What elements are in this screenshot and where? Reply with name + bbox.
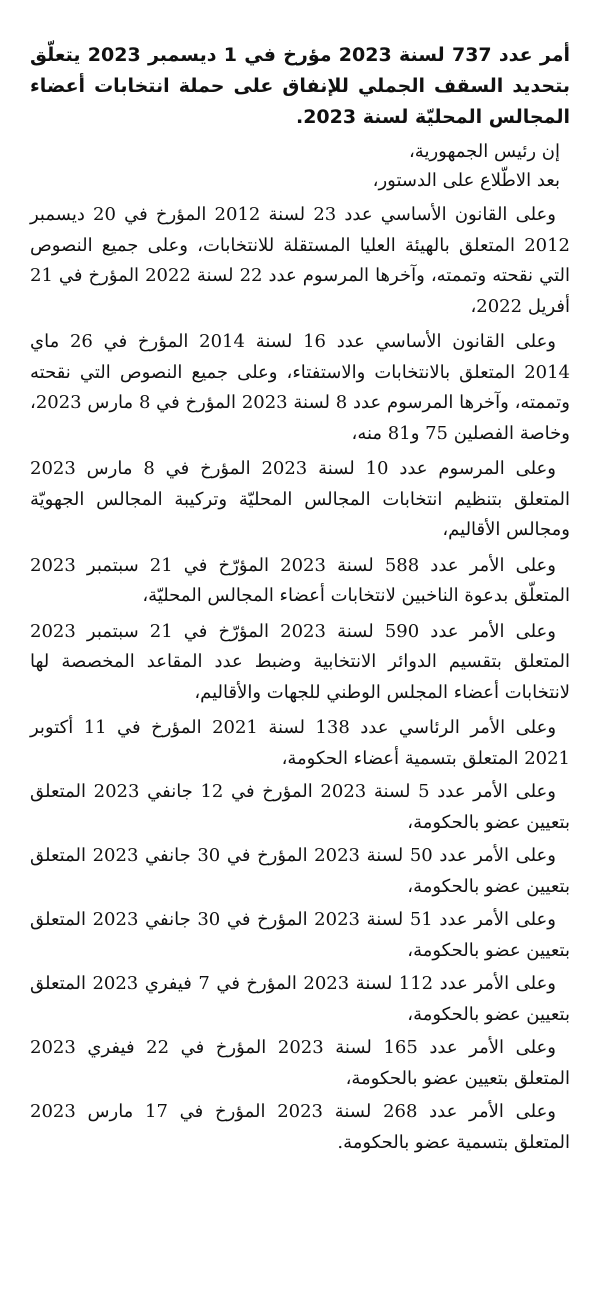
legal-reference-paragraph: وعلى الأمر عدد 112 لسنة 2023 المؤرخ في 7 فيفري 2023 المتعلق بتعيين عضو بالحكومة،	[30, 973, 570, 1025]
decree-title: أمر عدد 737 لسنة 2023 مؤرخ في 1 ديسمبر 2023 يتعلّق بتحديد السقف الجملي للإنفاق على حملة انتخابات أعضاء المجالس المحليّة لسنة 2023.	[30, 44, 570, 128]
legal-reference-paragraph: وعلى الأمر عدد 5 لسنة 2023 المؤرخ في 12 جانفي 2023 المتعلق بتعيين عضو بالحكومة،	[30, 781, 570, 833]
legal-reference-paragraph: وعلى القانون الأساسي عدد 23 لسنة 2012 المؤرخ في 20 ديسمبر 2012 المتعلق بالهيئة العليا المستقلة للانتخابات، وعلى جميع النصوص التي نقحته وتممته، وآخرها المرسوم عدد 22 لسنة 2022 المؤرخ في 21 أفريل 2022،	[30, 204, 570, 317]
legal-reference-paragraph: وعلى الأمر عدد 165 لسنة 2023 المؤرخ في 22 فيفري 2023 المتعلق بتعيين عضو بالحكومة،	[30, 1037, 570, 1089]
opening-line: إن رئيس الجمهورية،	[408, 141, 560, 162]
legal-reference-paragraph: وعلى الأمر عدد 588 لسنة 2023 المؤرّخ في 21 سبتمبر 2023 المتعلّق بدعوة الناخبين لانتخابات أعضاء المجالس المحليّة،	[30, 554, 570, 606]
legal-reference-paragraph: وعلى الأمر عدد 590 لسنة 2023 المؤرّخ في 21 سبتمبر 2023 المتعلق بتقسيم الدوائر الانتخابية وضبط عدد المقاعد المخصصة لها لانتخابات أعضاء المجلس الوطني للجهات والأقاليم،	[30, 620, 570, 703]
legal-reference-paragraph: وعلى الأمر عدد 50 لسنة 2023 المؤرخ في 30 جانفي 2023 المتعلق بتعيين عضو بالحكومة،	[30, 845, 570, 897]
legal-reference-paragraph: وعلى القانون الأساسي عدد 16 لسنة 2014 المؤرخ في 26 ماي 2014 المتعلق بالانتخابات والاستفتاء، وعلى جميع النصوص التي نقحته وتممته، وآخرها المرسوم عدد 8 لسنة 2023 المؤرخ في 8 مارس 2023، وخاصة الفصلين 75 و81 منه،	[30, 331, 571, 444]
constitution-line: بعد الاطّلاع على الدستور،	[372, 170, 560, 191]
legal-reference-paragraph: وعلى الأمر الرئاسي عدد 138 لسنة 2021 المؤرخ في 11 أكتوبر 2021 المتعلق بتسمية أعضاء الحكومة،	[30, 717, 570, 769]
decree-document	[30, 40, 570, 1158]
legal-reference-paragraph: وعلى المرسوم عدد 10 لسنة 2023 المؤرخ في 8 مارس 2023 المتعلق بتنظيم انتخابات المجالس المحليّة وتركيبة المجالس الجهويّة ومجالس الأقاليم،	[30, 458, 570, 540]
legal-reference-paragraph: وعلى الأمر عدد 51 لسنة 2023 المؤرخ في 30 جانفي 2023 المتعلق بتعيين عضو بالحكومة،	[30, 909, 570, 961]
legal-reference-paragraph: وعلى الأمر عدد 268 لسنة 2023 المؤرخ في 17 مارس 2023 المتعلق بتسمية عضو بالحكومة.	[30, 1101, 570, 1153]
